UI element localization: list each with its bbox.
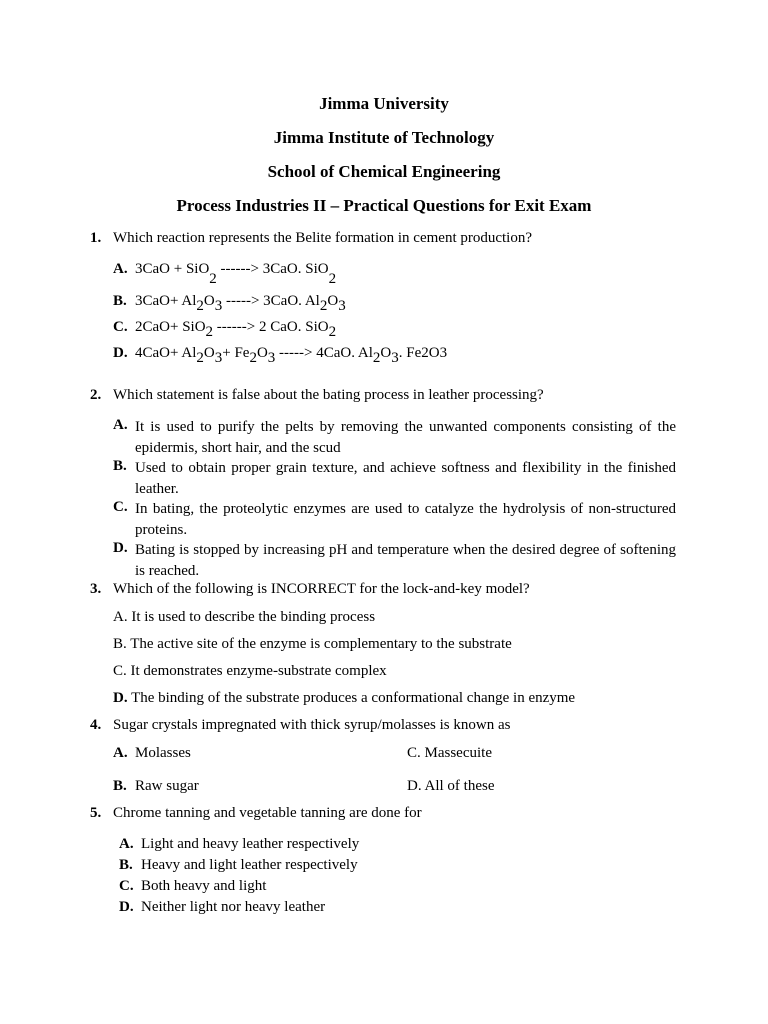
q5-option-c-letter: C.: [119, 878, 134, 894]
q2-option-a-text: It is used to purify the pelts by removing the unwanted components consisting of the epidermis, short hair, and the scud: [135, 419, 676, 456]
q5-option-d-text: Neither light nor heavy leather: [141, 899, 326, 915]
q1-option-c-text: 2CaO+ SiO2 ------> 2 CaO. SiO2: [135, 319, 337, 340]
q2-option-b-letter: B.: [113, 458, 127, 474]
q3-option-d-letter: D.: [113, 690, 128, 706]
q2-option-d-letter: D.: [113, 540, 128, 556]
q5-option-a-letter: A.: [119, 836, 134, 852]
q4-option-a-text: Molasses: [135, 745, 191, 761]
question-1-text: Which reaction represents the Belite formation in cement production?: [113, 230, 533, 246]
question-1-number: 1.: [90, 230, 102, 246]
question-5-number: 5.: [90, 805, 102, 821]
q1-option-b-text: 3CaO+ Al2O3 -----> 3CaO. Al2O3: [135, 293, 346, 314]
q3-option-b: B. The active site of the enzyme is complementary to the substrate: [113, 636, 512, 652]
q1-option-d-text: 4CaO+ Al2O3+ Fe2O3 -----> 4CaO. Al2O3. Fe2O3: [135, 345, 448, 366]
q1-option-c-letter: C.: [113, 319, 128, 335]
question-4-text: Sugar crystals impregnated with thick syrup/molasses is known as: [113, 717, 511, 733]
q4-option-d: D. All of these: [407, 778, 495, 794]
q2-option-c-text: In bating, the proteolytic enzymes are used to catalyze the hydrolysis of non-structured proteins.: [135, 501, 676, 538]
school-name: School of Chemical Engineering: [267, 162, 501, 181]
q2-option-c-letter: C.: [113, 499, 128, 515]
q5-option-c-text: Both heavy and light: [141, 878, 267, 894]
q1-option-d-letter: D.: [113, 345, 128, 361]
document-title: Process Industries II – Practical Questions for Exit Exam: [176, 196, 592, 215]
q5-option-a-text: Light and heavy leather respectively: [141, 836, 360, 852]
q2-option-d-text: Bating is stopped by increasing pH and temperature when the desired degree of softening is reached.: [135, 542, 676, 579]
q2-option-a-letter: A.: [113, 417, 128, 433]
q1-option-a-text: 3CaO + SiO2 ------> 3CaO. SiO2: [135, 261, 337, 287]
q4-option-b-letter: B.: [113, 778, 127, 794]
question-3-text: Which of the following is INCORRECT for the lock-and-key model?: [113, 581, 530, 597]
question-2-number: 2.: [90, 387, 102, 403]
q5-option-d-letter: D.: [119, 899, 134, 915]
question-2-text: Which statement is false about the bating process in leather processing?: [113, 387, 544, 403]
question-5-text: Chrome tanning and vegetable tanning are done for: [113, 805, 422, 821]
q1-option-b-letter: B.: [113, 293, 127, 309]
q3-option-d: [113, 690, 575, 707]
q5-option-b-letter: B.: [119, 857, 133, 873]
q3-option-d-text: The binding of the substrate produces a conformational change in enzyme: [127, 690, 576, 706]
q3-option-a: A. It is used to describe the binding process: [113, 609, 376, 625]
q4-option-c: C. Massecuite: [407, 745, 492, 761]
question-3-number: 3.: [90, 581, 102, 597]
question-4-number: 4.: [90, 717, 102, 733]
q4-option-a-letter: A.: [113, 745, 128, 761]
institute-name: Jimma Institute of Technology: [273, 128, 495, 147]
q1-option-a-letter: A.: [113, 261, 128, 277]
q3-option-c: C. It demonstrates enzyme-substrate complex: [113, 663, 387, 679]
q4-option-b-text: Raw sugar: [135, 778, 199, 794]
q2-option-b-text: Used to obtain proper grain texture, and achieve softness and flexibility in the finished leather.: [135, 460, 676, 497]
university-name: Jimma University: [319, 94, 449, 113]
q5-option-b-text: Heavy and light leather respectively: [141, 857, 358, 873]
